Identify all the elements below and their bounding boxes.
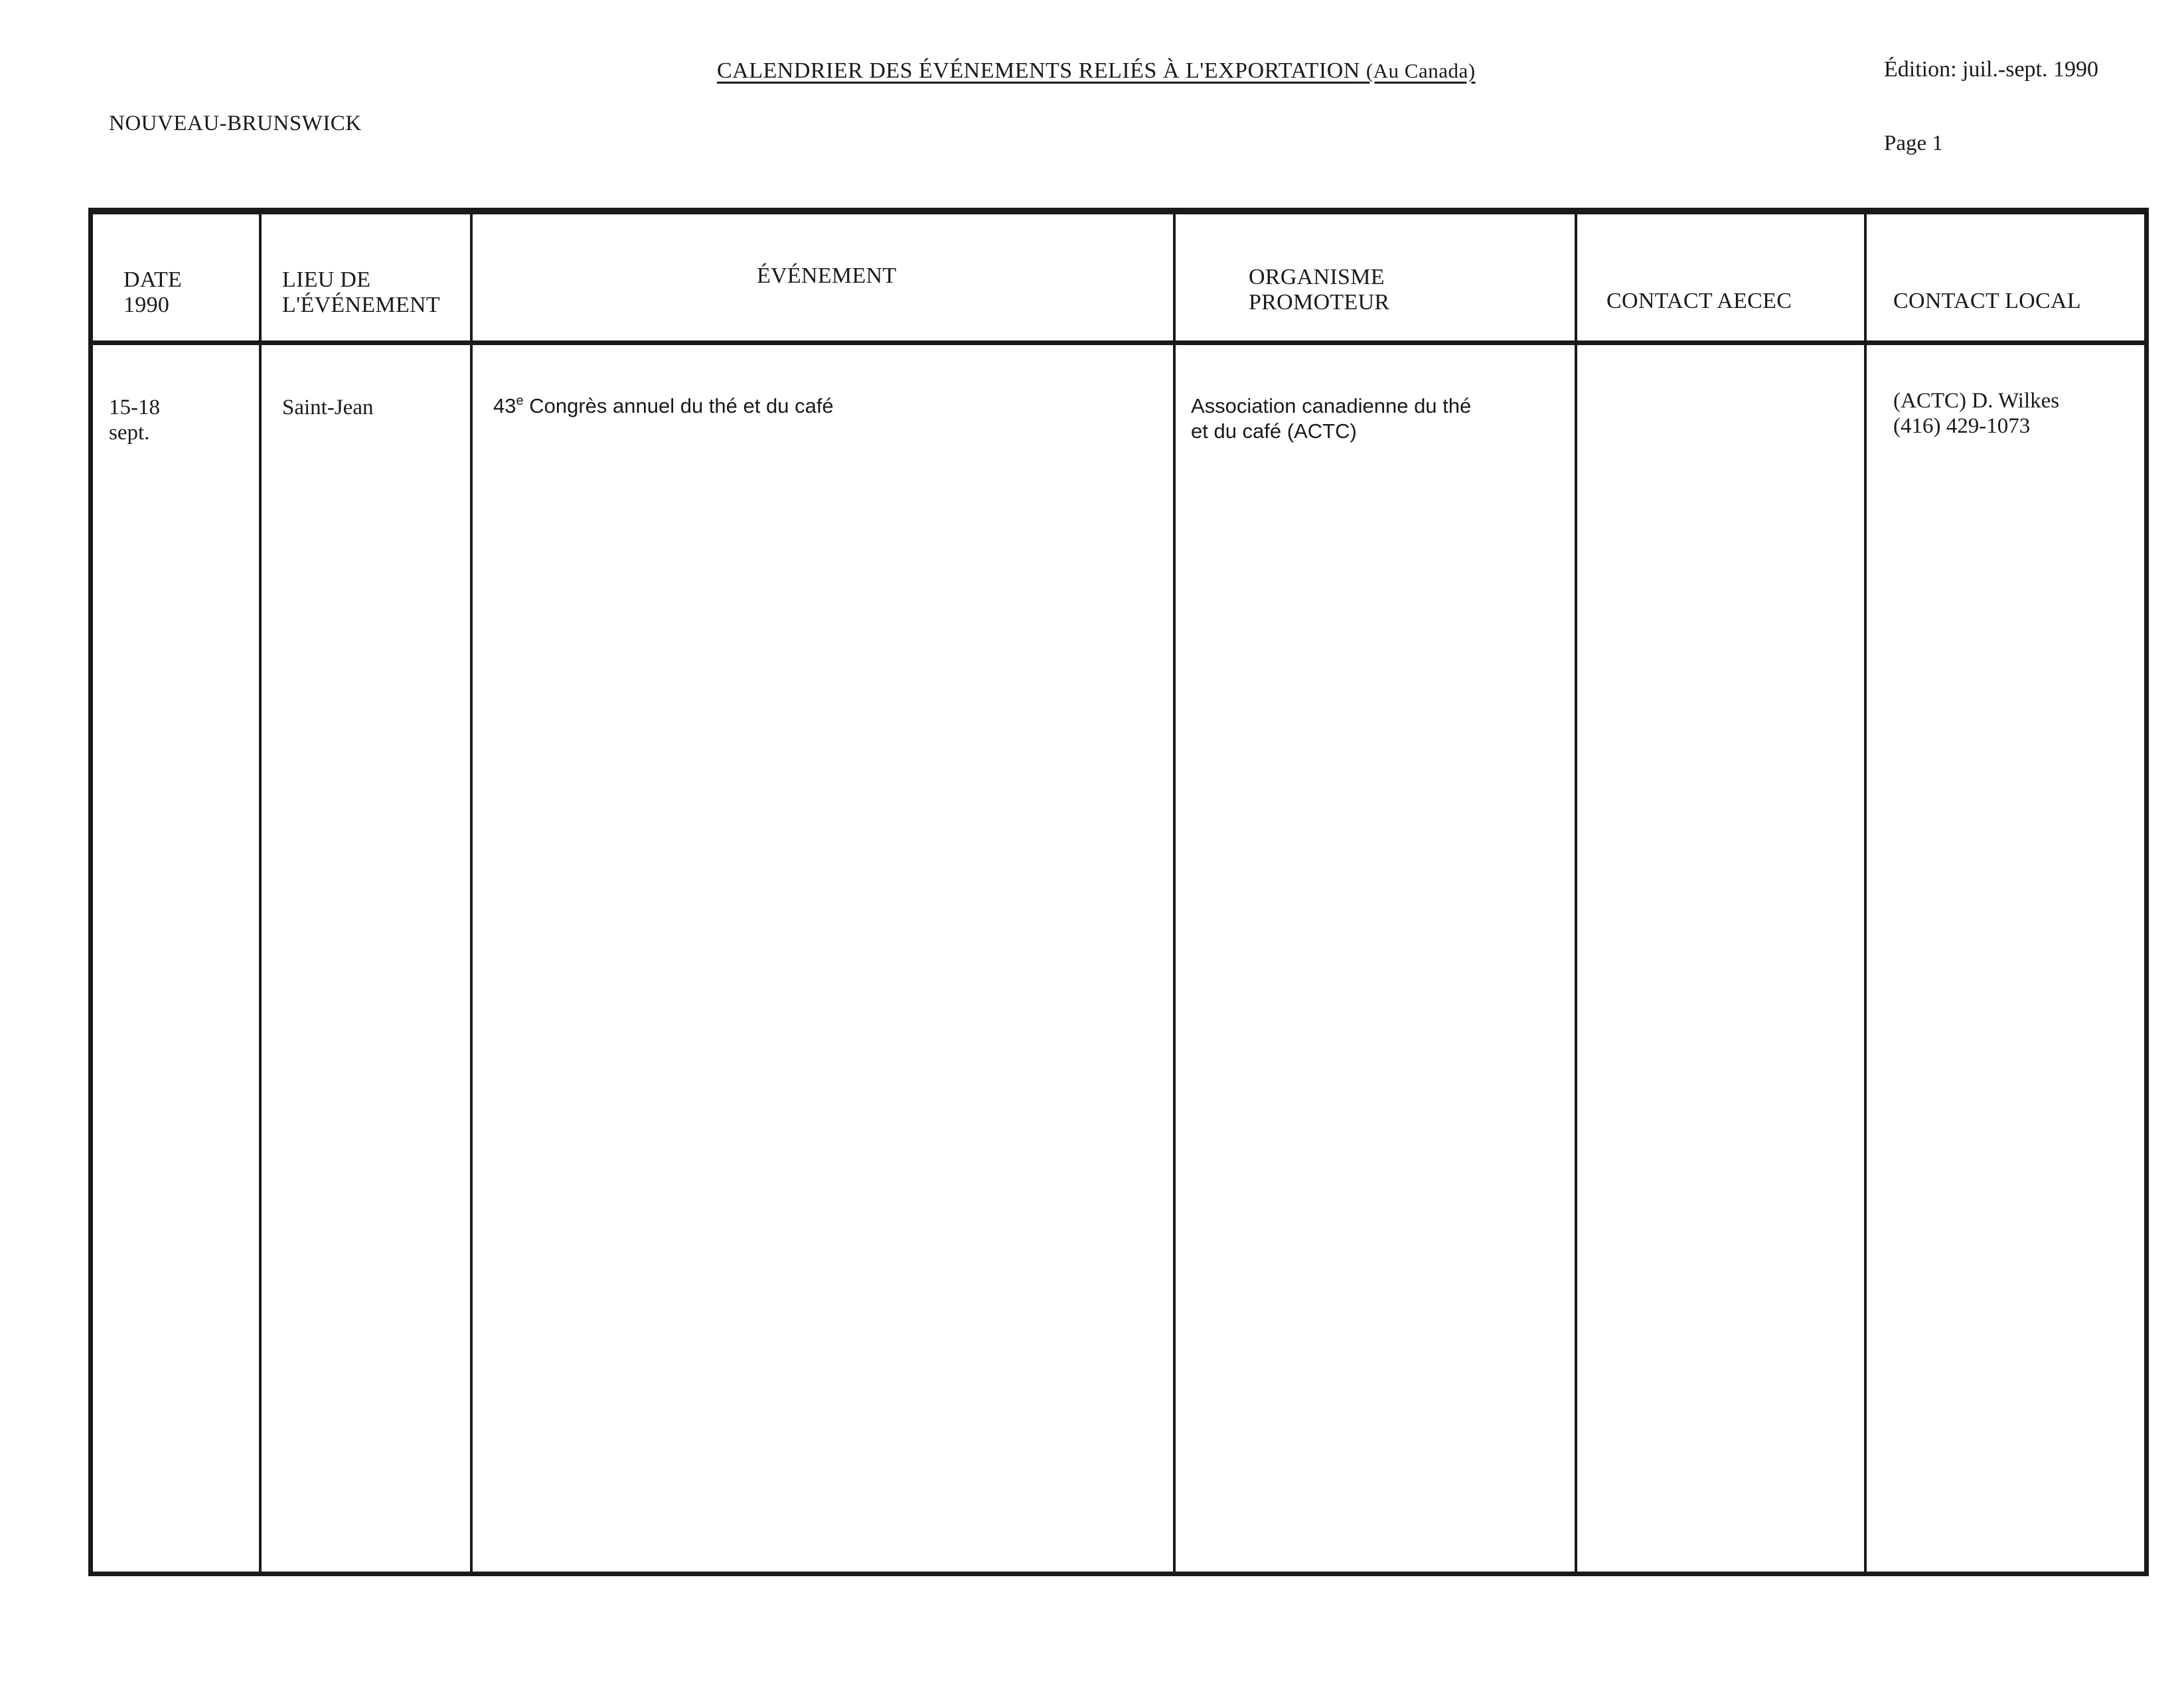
row-date xyxy=(109,395,160,445)
column-header-evenement xyxy=(757,263,896,289)
contact-local-line: (ACTC) D. Wilkes xyxy=(1893,389,2060,413)
column-header-contact-aecec xyxy=(1606,289,1792,314)
column-header-line: LIEU DE xyxy=(282,267,371,292)
column-header-line: ORGANISME xyxy=(1249,265,1385,289)
header-divider xyxy=(93,340,2144,345)
row-evenement xyxy=(493,394,834,419)
column-header-contact-local xyxy=(1893,289,2081,314)
edition-label: Édition: juil.-sept. 1990 xyxy=(1884,57,2098,82)
column-header-line: PROMOTEUR xyxy=(1249,290,1390,315)
column-header-line: CONTACT LOCAL xyxy=(1893,289,2081,313)
row-organisme xyxy=(1191,394,1471,444)
column-header-lieu xyxy=(282,267,440,318)
column-divider xyxy=(1575,214,1577,1572)
column-divider xyxy=(470,214,473,1572)
events-table xyxy=(88,208,2149,1576)
date-line: 15-18 xyxy=(109,396,160,419)
organisme-line: Association canadienne du thé xyxy=(1191,394,1472,417)
row-lieu: Saint-Jean xyxy=(282,396,374,419)
column-header-line: CONTACT AECEC xyxy=(1606,289,1792,313)
column-divider xyxy=(1864,214,1867,1572)
column-divider xyxy=(259,214,262,1572)
event-name: Congrès annuel du thé et du café xyxy=(523,394,834,417)
column-header-line: 1990 xyxy=(123,293,170,317)
event-number: 43 xyxy=(493,394,516,417)
event-ordinal-suffix: e xyxy=(516,394,524,408)
document-title xyxy=(717,58,1476,84)
page-number: Page 1 xyxy=(1884,131,1943,155)
column-header-line: DATE xyxy=(123,267,183,292)
row-contact-local xyxy=(1893,388,2059,439)
column-header-line: L'ÉVÉNEMENT xyxy=(282,293,440,317)
column-header-line: ÉVÉNEMENT xyxy=(757,263,897,288)
document-title-sub: (Au Canada) xyxy=(1365,59,1476,82)
column-header-organisme xyxy=(1249,265,1389,315)
column-header-date xyxy=(123,267,182,318)
column-divider xyxy=(1173,214,1176,1572)
organisme-line: et du café (ACTC) xyxy=(1191,419,1357,443)
document-title-main: CALENDRIER DES ÉVÉNEMENTS RELIÉS À L'EXPORTATION xyxy=(717,58,1360,83)
date-line: sept. xyxy=(109,421,150,445)
province-label: NOUVEAU-BRUNSWICK xyxy=(109,111,362,135)
contact-local-line: (416) 429-1073 xyxy=(1893,414,2031,438)
